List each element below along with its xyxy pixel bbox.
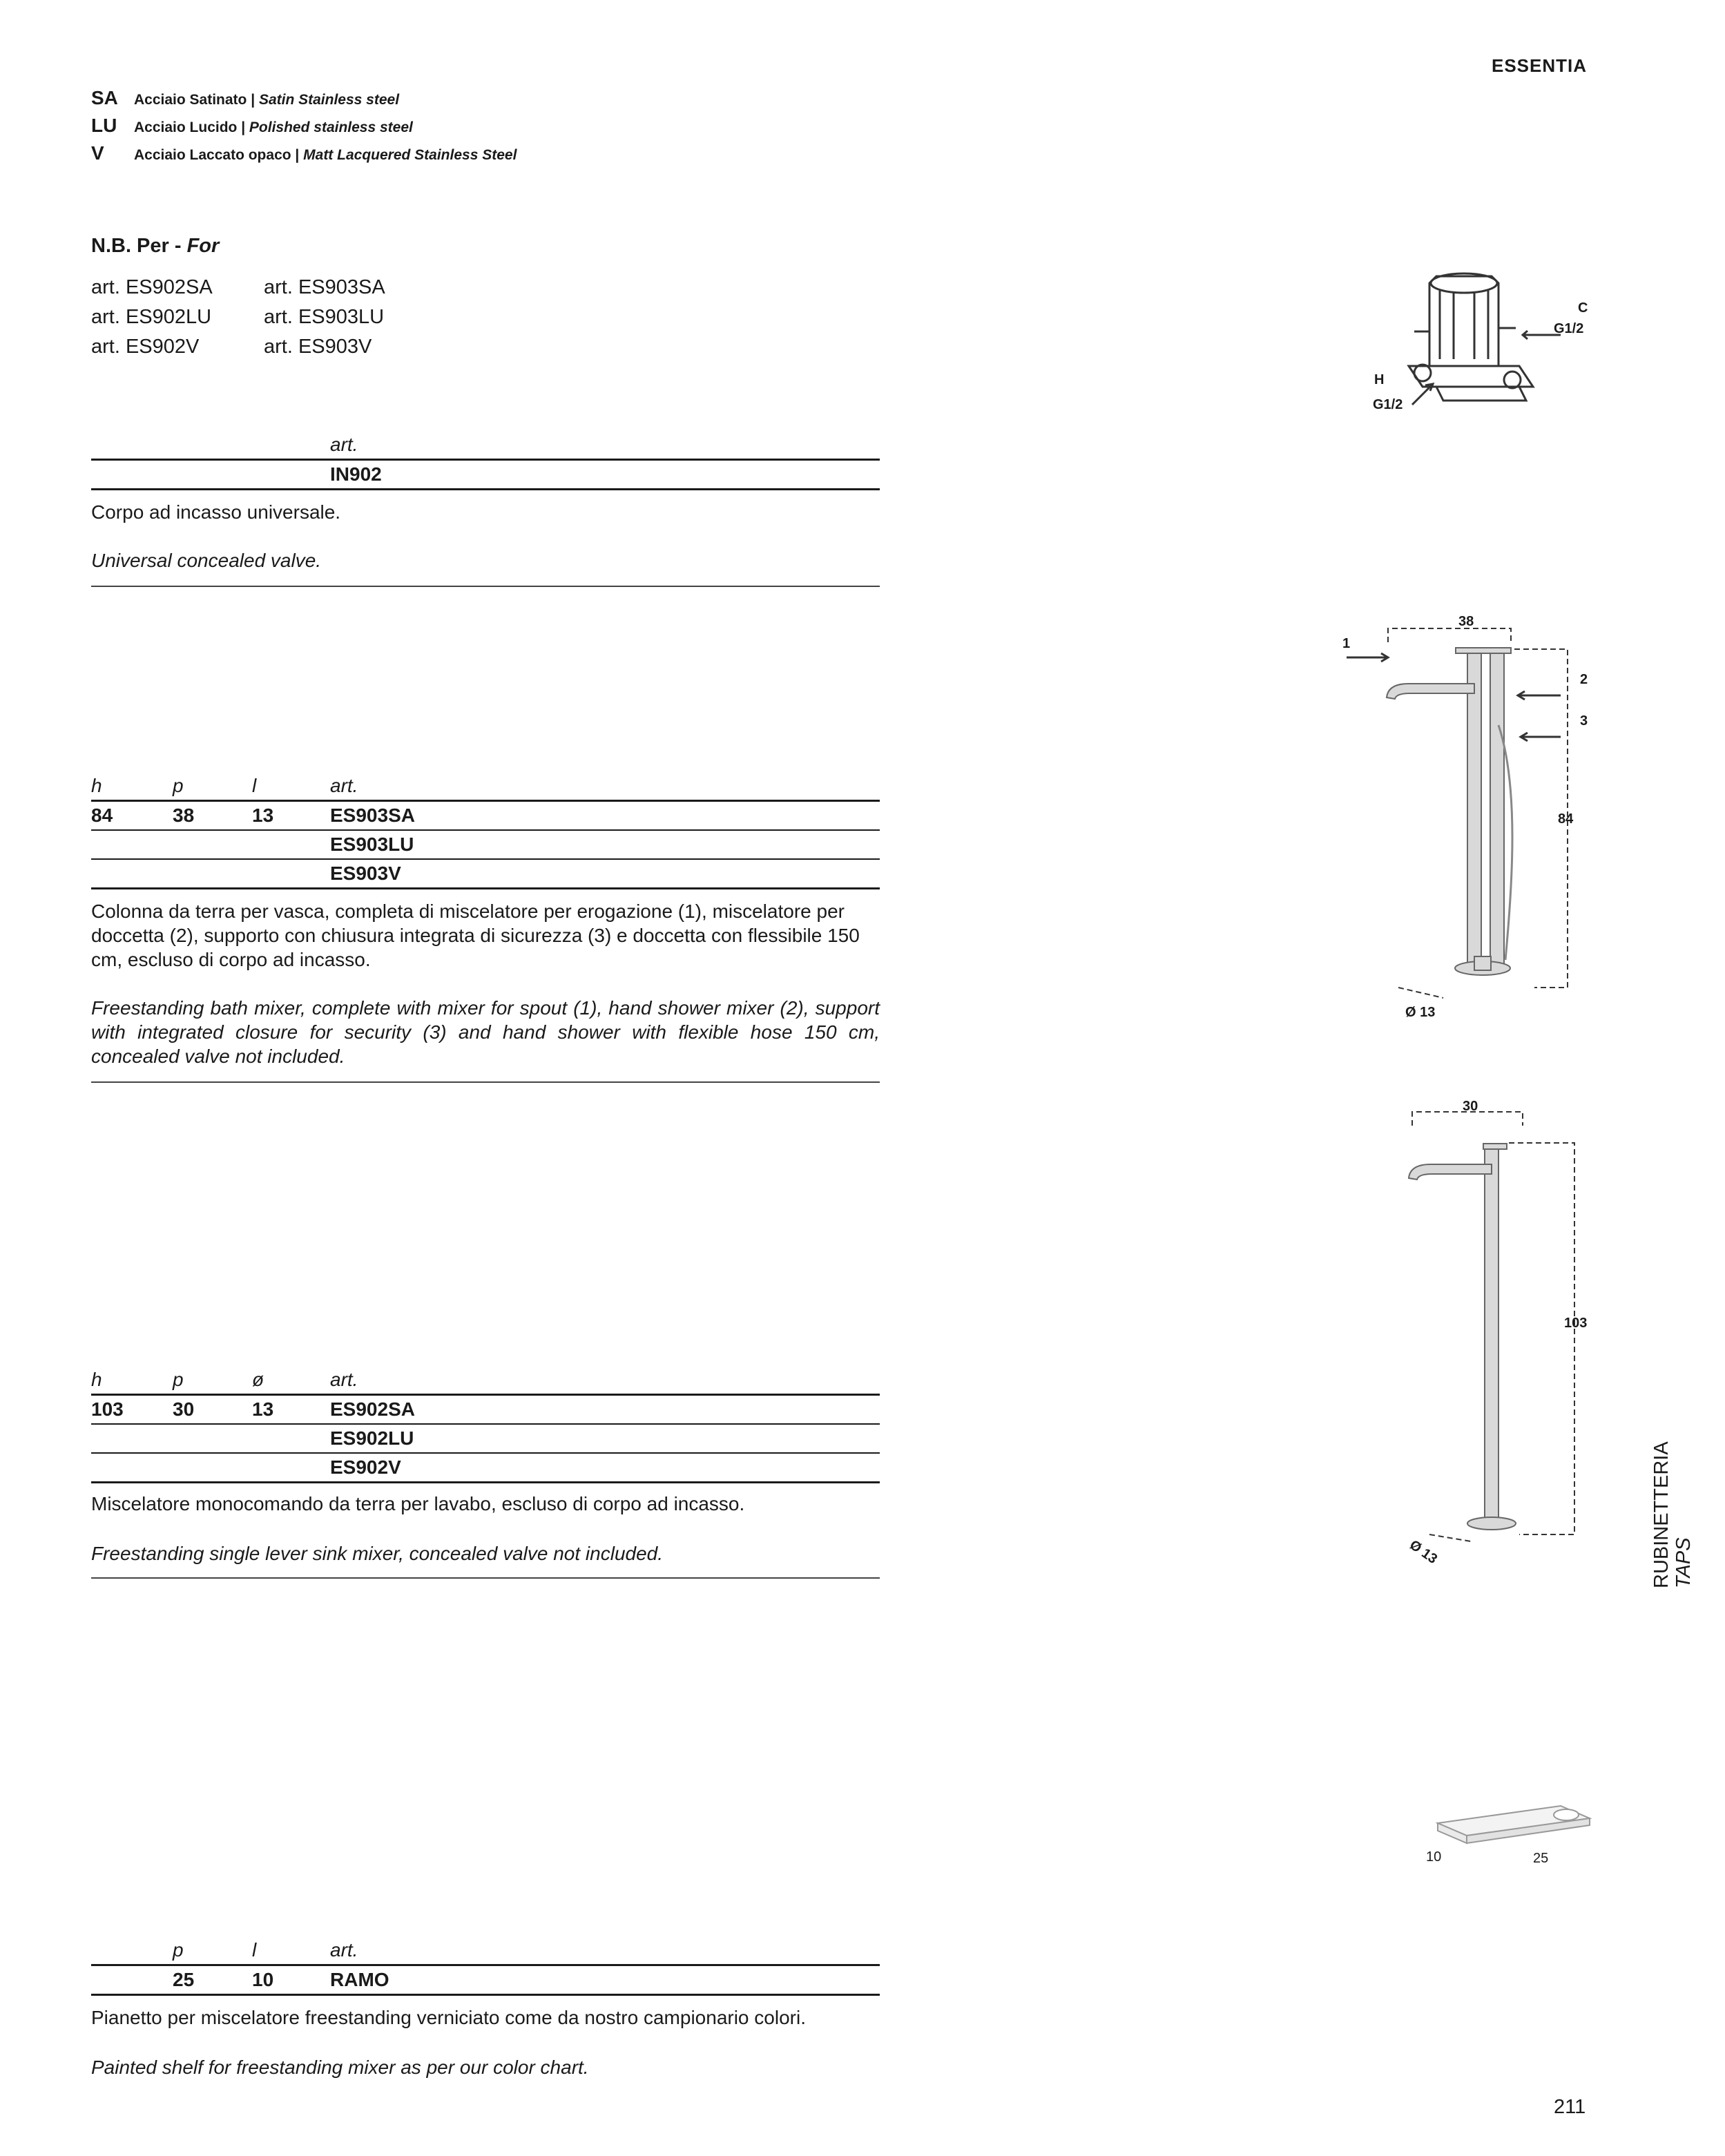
desc-it-ramo: Pianetto per miscelatore freestanding verniciato come da nostro campionario colori.	[91, 2007, 806, 2028]
article-ref: art. ES903V	[264, 336, 372, 358]
finish-code: LU	[91, 115, 117, 136]
finish-code: V	[91, 142, 104, 164]
spec-table-in902	[91, 428, 880, 490]
section-divider	[91, 1577, 880, 1579]
dim-width: 38	[1458, 614, 1474, 629]
desc-it-es903: Colonna da terra per vasca, completa di miscelatore per erogazione (1), miscelatore per doccetta (2), supporto con chiusura integrata di sicurezza (3) e doccetta con flessibile 150 cm, escluso di corpo ad incasso.	[91, 901, 860, 970]
finish-lu	[91, 115, 413, 142]
cell-p: 25	[173, 1969, 195, 1990]
col-art: art.	[330, 775, 358, 796]
callout-3: 3	[1580, 713, 1588, 729]
finish-en: Matt Lacquered Stainless Steel	[303, 147, 517, 163]
dim-diameter: Ø 13	[1407, 1537, 1440, 1567]
desc-en-ramo: Painted shelf for freestanding mixer as per our color chart.	[91, 2057, 589, 2078]
col-p: p	[173, 1939, 184, 1961]
dim-height: 103	[1564, 1316, 1588, 1331]
article-ref: art. ES902LU	[91, 306, 212, 328]
finish-v	[91, 142, 517, 170]
label-c: C	[1578, 300, 1588, 316]
dim-diameter: Ø 13	[1405, 1005, 1436, 1020]
cell-l: 10	[252, 1969, 274, 1990]
cell-art: ES903LU	[330, 834, 414, 855]
label-g12-c: G1/2	[1554, 321, 1584, 336]
cell-art: IN902	[330, 463, 382, 485]
cell-art: ES903SA	[330, 805, 415, 826]
note-title: N.B. Per - For	[91, 235, 220, 257]
spec-table-es902	[91, 1363, 880, 1483]
dim-l: 10	[1426, 1849, 1442, 1865]
col-d: ø	[252, 1369, 264, 1390]
dim-width: 30	[1463, 1099, 1478, 1114]
shelf-drawing	[1409, 1792, 1602, 1875]
desc-en-in902: Universal concealed valve.	[91, 550, 322, 571]
section-divider	[91, 586, 880, 587]
article-ref: art. ES902SA	[91, 276, 213, 298]
finish-en: Satin Stainless steel	[258, 92, 400, 108]
finish-code: SA	[91, 87, 118, 108]
cell-h: 103	[91, 1398, 124, 1420]
finish-en: Polished stainless steel	[249, 119, 413, 135]
col-h: h	[91, 1369, 102, 1390]
cell-art: RAMO	[330, 1969, 389, 1990]
sink-mixer-drawing	[1381, 1098, 1609, 1568]
col-l: l	[252, 775, 257, 796]
dim-height: 84	[1558, 811, 1574, 827]
cell-d: 13	[252, 1398, 274, 1420]
cell-art: ES902SA	[330, 1398, 415, 1420]
brand-title: ESSENTIA	[1492, 55, 1588, 76]
cell-p: 38	[173, 805, 195, 826]
section-side-label: RUBINETTERIA TAPS	[1650, 1441, 1695, 1588]
spec-table-es903	[91, 769, 880, 889]
finish-it: Acciaio Lucido |	[134, 119, 246, 135]
page-number: 211	[1554, 2096, 1586, 2118]
dim-p: 25	[1533, 1851, 1549, 1866]
cell-p: 30	[173, 1398, 195, 1420]
callout-2: 2	[1580, 672, 1588, 687]
concealed-valve-drawing	[1353, 262, 1602, 428]
article-ref: art. ES903SA	[264, 276, 385, 298]
cell-l: 13	[252, 805, 274, 826]
finish-it: Acciaio Laccato opaco |	[134, 147, 300, 163]
desc-en-es902: Freestanding single lever sink mixer, concealed valve not included.	[91, 1543, 664, 1564]
col-art: art.	[330, 1939, 358, 1961]
note-articles	[91, 276, 436, 358]
col-art: art.	[330, 434, 358, 455]
label-h: H	[1374, 372, 1385, 387]
col-p: p	[173, 775, 184, 796]
finish-sa	[91, 87, 399, 115]
cell-art: ES902LU	[330, 1427, 414, 1449]
callout-1: 1	[1342, 636, 1351, 651]
spec-table-ramo	[91, 1934, 880, 1996]
col-art: art.	[330, 1369, 358, 1390]
bath-mixer-drawing	[1333, 608, 1609, 1036]
col-l: l	[252, 1939, 257, 1961]
label-g12-h: G1/2	[1373, 397, 1403, 412]
article-ref: art. ES903LU	[264, 306, 385, 328]
col-p: p	[173, 1369, 184, 1390]
desc-it-in902: Corpo ad incasso universale.	[91, 501, 341, 523]
section-divider	[91, 1081, 880, 1083]
col-h: h	[91, 775, 102, 796]
desc-it-es902: Miscelatore monocomando da terra per lavabo, escluso di corpo ad incasso.	[91, 1493, 745, 1514]
cell-h: 84	[91, 805, 113, 826]
cell-art: ES903V	[330, 863, 401, 884]
finish-it: Acciaio Satinato |	[134, 92, 256, 108]
cell-art: ES902V	[330, 1456, 401, 1478]
article-ref: art. ES902V	[91, 336, 200, 358]
desc-en-es903: Freestanding bath mixer, complete with mixer for spout (1), hand shower mixer (2), support with integrated closure for security (3) and hand shower with flexible hose 150 cm, concealed valve not included.	[91, 997, 880, 1067]
